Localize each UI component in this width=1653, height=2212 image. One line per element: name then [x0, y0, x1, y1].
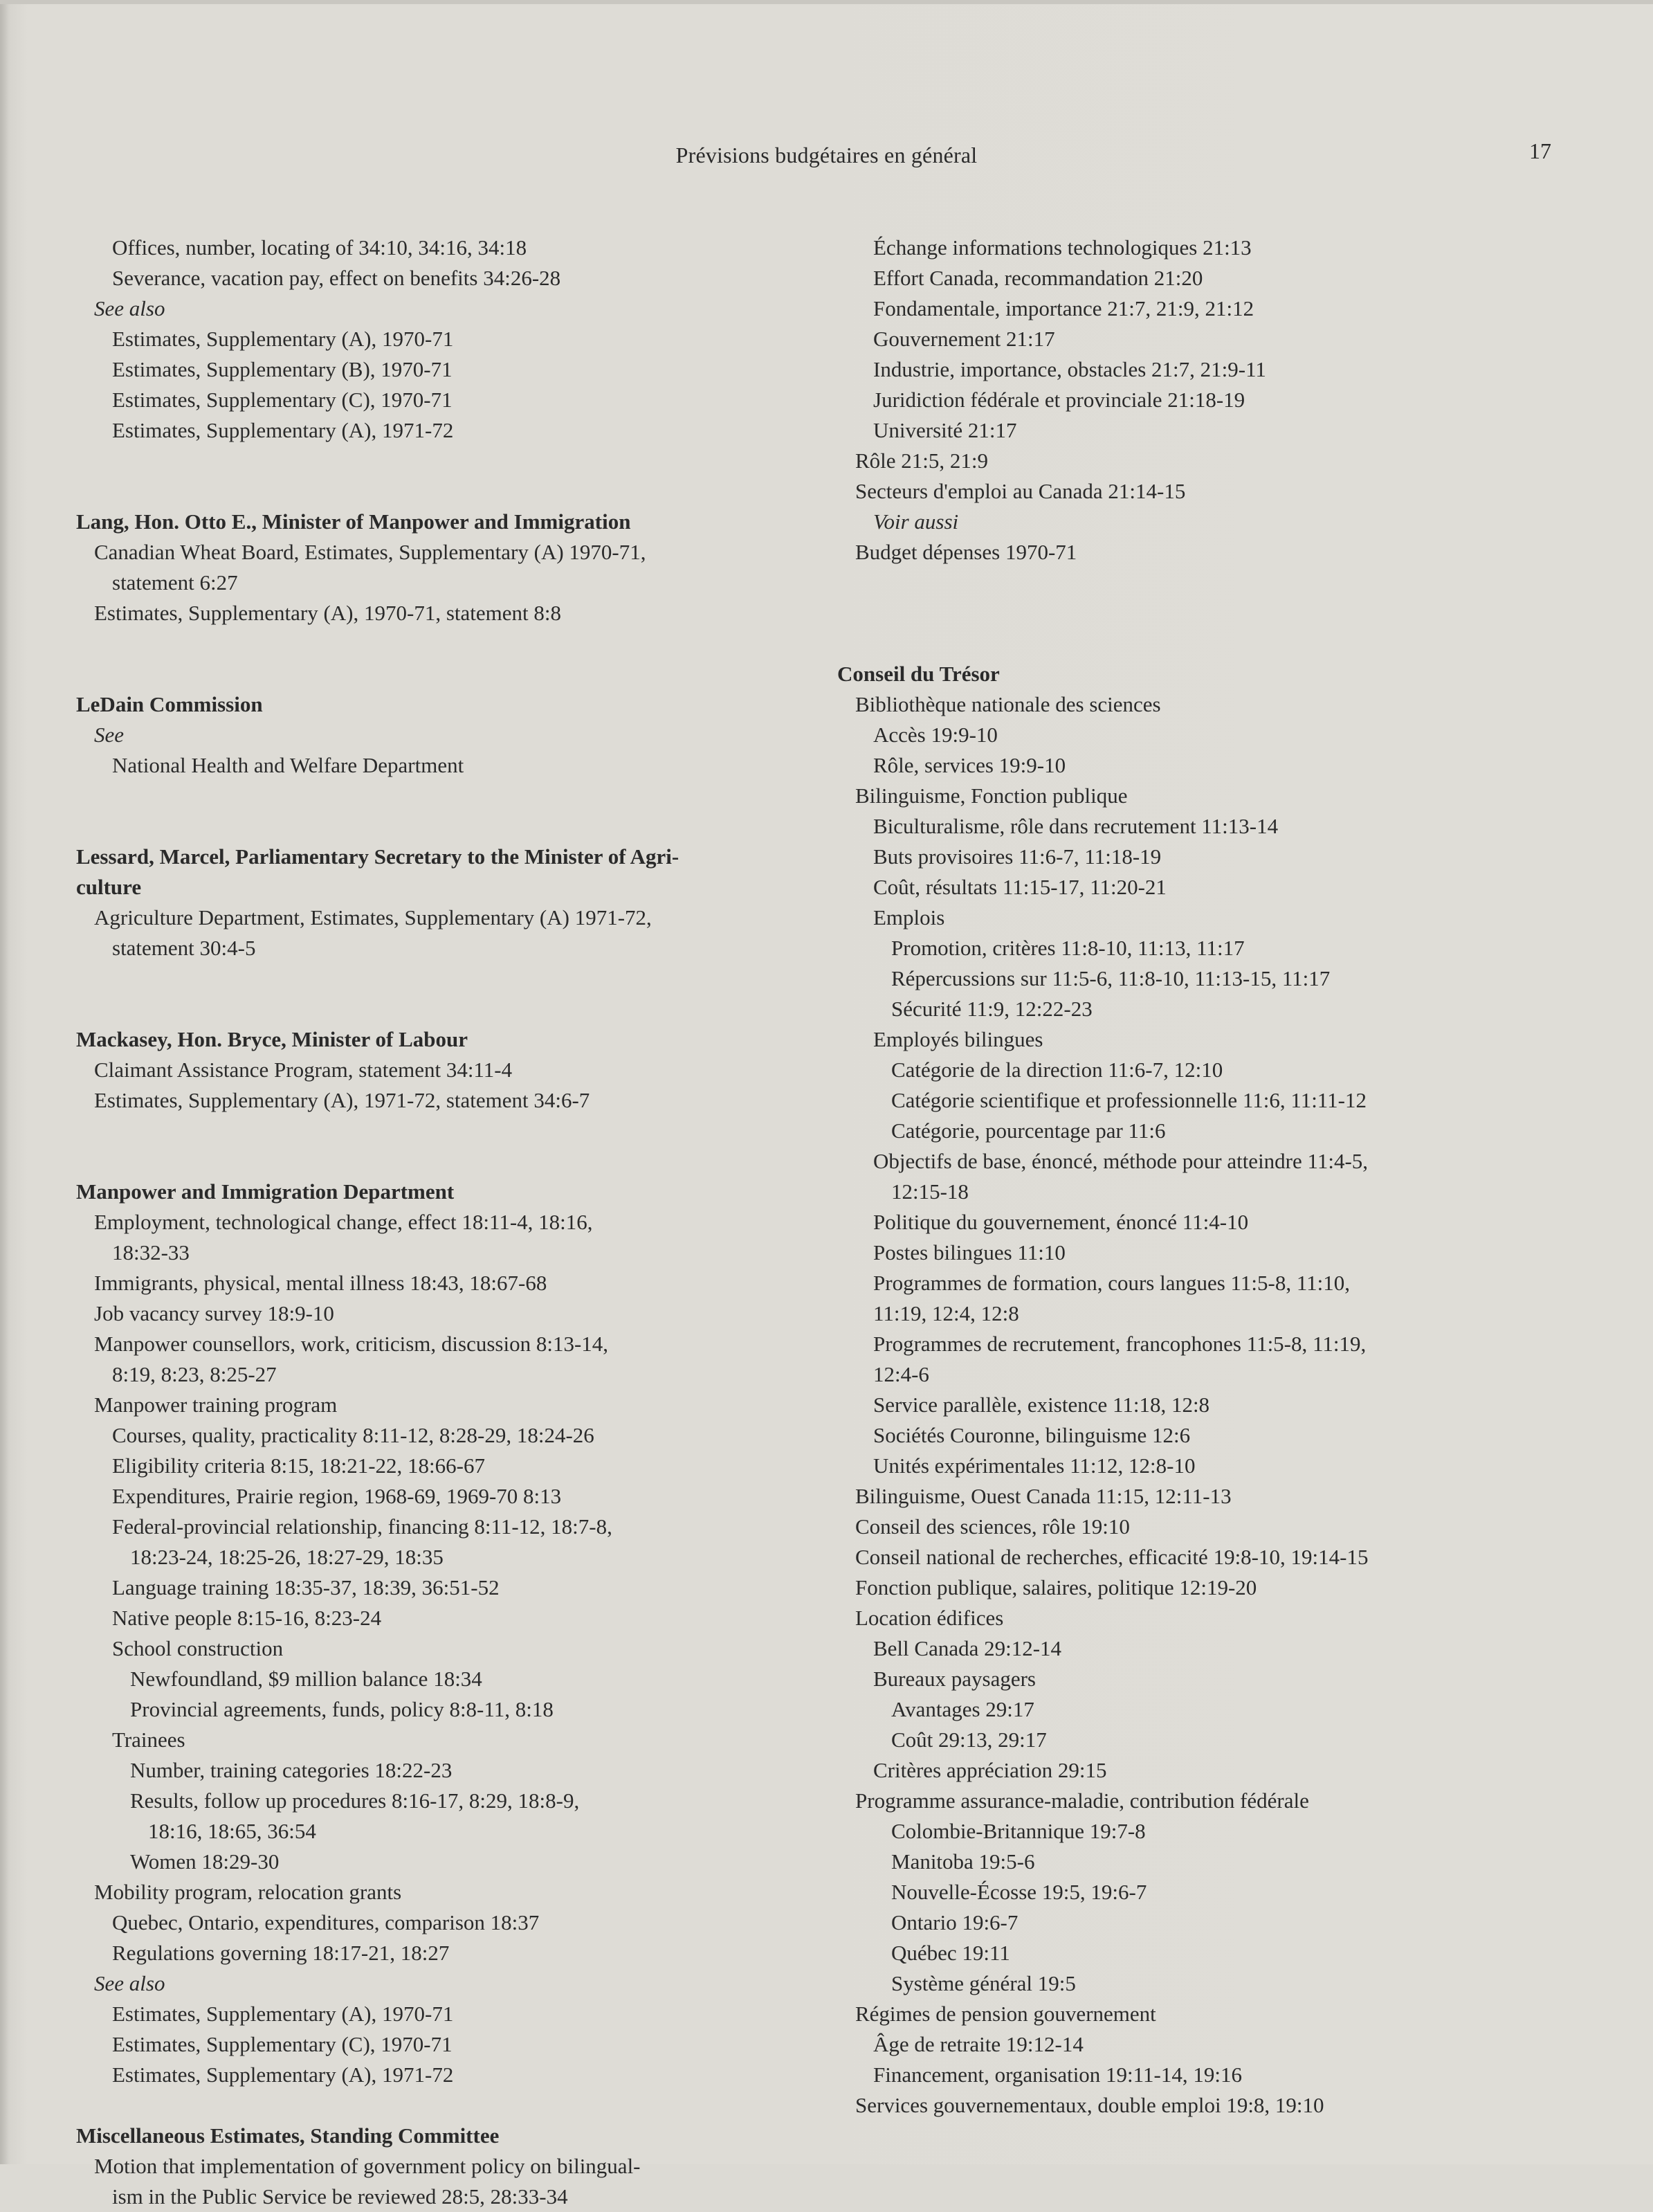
index-entry: Native people 8:15-16, 8:23-24: [112, 1606, 382, 1630]
index-entry: Fondamentale, importance 21:7, 21:9, 21:12: [873, 296, 1254, 320]
index-entry: Estimates, Supplementary (B), 1970-71: [112, 357, 453, 381]
index-entry: National Health and Welfare Department: [112, 753, 464, 777]
index-entry: Offices, number, locating of 34:10, 34:16, 34:18: [112, 235, 527, 260]
index-entry: Avantages 29:17: [891, 1697, 1034, 1721]
index-entry: Université 21:17: [873, 418, 1017, 442]
index-entry: School construction: [112, 1636, 284, 1660]
index-entry: Secteurs d'emploi au Canada 21:14-15: [855, 479, 1186, 503]
index-entry: Language training 18:35-37, 18:39, 36:51-52: [112, 1575, 500, 1599]
index-entry: Manpower counsellors, work, criticism, discussion 8:13-14,: [94, 1332, 609, 1356]
entry-spacer: [76, 628, 810, 689]
index-entry: Régimes de pension gouvernement: [855, 2002, 1156, 2026]
index-entry: Colombie-Britannique 19:7-8: [891, 1819, 1146, 1843]
index-entry: Programmes de formation, cours langues 11:5-8, 11:10,: [873, 1271, 1351, 1295]
index-entry: Claimant Assistance Program, statement 34:11-4: [94, 1058, 513, 1082]
index-entry: Trainees: [112, 1728, 185, 1752]
index-entry: Conseil national de recherches, efficacité 19:8-10, 19:14-15: [855, 1545, 1369, 1569]
index-entry: 11:19, 12:4, 12:8: [873, 1301, 1019, 1325]
index-heading: Lang, Hon. Otto E., Minister of Manpower and Immigration: [76, 509, 631, 534]
index-entry: Postes bilingues 11:10: [873, 1240, 1066, 1264]
index-entry: 18:23-24, 18:25-26, 18:27-29, 18:35: [130, 1545, 444, 1569]
index-entry: Critères appréciation 29:15: [873, 1758, 1107, 1782]
index-entry: Gouvernement 21:17: [873, 327, 1055, 351]
entry-spacer: [76, 963, 810, 1024]
index-entry: Coût, résultats 11:15-17, 11:20-21: [873, 875, 1167, 899]
index-entry: Severance, vacation pay, effect on benefits 34:26-28: [112, 266, 561, 290]
index-entry: Quebec, Ontario, expenditures, comparison 18:37: [112, 1910, 540, 1934]
index-entry: 8:19, 8:23, 8:25-27: [112, 1362, 277, 1386]
index-entry: Estimates, Supplementary (A), 1971-72, statement 34:6-7: [94, 1088, 590, 1112]
index-column-right: [837, 233, 1591, 2121]
entry-spacer: [76, 781, 810, 842]
running-header-title: Prévisions budgétaires en général: [675, 143, 978, 167]
index-entry: Rôle 21:5, 21:9: [855, 448, 989, 473]
index-entry: Coût 29:13, 29:17: [891, 1728, 1047, 1752]
index-entry: Fonction publique, salaires, politique 12:19-20: [855, 1575, 1257, 1599]
index-heading: Miscellaneous Estimates, Standing Committee: [76, 2123, 500, 2148]
index-entry: Nouvelle-Écosse 19:5, 19:6-7: [891, 1880, 1147, 1904]
index-heading: culture: [76, 875, 142, 899]
index-heading: Conseil du Trésor: [837, 662, 1000, 686]
index-entry: Agriculture Department, Estimates, Supplementary (A) 1971-72,: [94, 905, 652, 930]
index-entry: Federal-provincial relationship, financing 8:11-12, 18:7-8,: [112, 1514, 612, 1539]
index-entry: Politique du gouvernement, énoncé 11:4-10: [873, 1210, 1249, 1234]
index-entry: Regulations governing 18:17-21, 18:27: [112, 1941, 450, 1965]
index-heading: Manpower and Immigration Department: [76, 1179, 455, 1204]
index-entry: Objectifs de base, énoncé, méthode pour atteindre 11:4-5,: [873, 1149, 1369, 1173]
index-entry: Women 18:29-30: [130, 1849, 280, 1874]
index-entry: Bilinguisme, Ouest Canada 11:15, 12:11-13: [855, 1484, 1232, 1508]
index-entry: Unités expérimentales 11:12, 12:8-10: [873, 1453, 1196, 1478]
index-entry: Sociétés Couronne, bilinguisme 12:6: [873, 1423, 1191, 1447]
index-entry: 18:32-33: [112, 1240, 190, 1264]
index-entry: Estimates, Supplementary (C), 1970-71: [112, 388, 453, 412]
index-entry: Bell Canada 29:12-14: [873, 1636, 1062, 1660]
index-entry: Promotion, critères 11:8-10, 11:13, 11:17: [891, 936, 1245, 960]
index-entry: Bibliothèque nationale des sciences: [855, 692, 1161, 716]
index-entry: Conseil des sciences, rôle 19:10: [855, 1514, 1130, 1539]
entry-spacer: [837, 568, 1591, 628]
index-entry: ism in the Public Service be reviewed 28:5, 28:33-34: [112, 2184, 568, 2209]
index-heading: Mackasey, Hon. Bryce, Minister of Labour: [76, 1027, 468, 1051]
index-entry: Catégorie de la direction 11:6-7, 12:10: [891, 1058, 1223, 1082]
index-entry: Ontario 19:6-7: [891, 1910, 1019, 1934]
index-entry: Financement, organisation 19:11-14, 19:16: [873, 2063, 1242, 2087]
index-entry: Bureaux paysagers: [873, 1667, 1036, 1691]
index-entry: Eligibility criteria 8:15, 18:21-22, 18:66-67: [112, 1453, 485, 1478]
index-entry: Results, follow up procedures 8:16-17, 8:29, 18:8-9,: [130, 1788, 580, 1813]
index-entry: Canadian Wheat Board, Estimates, Supplementary (A) 1970-71,: [94, 540, 646, 564]
index-entry: Biculturalisme, rôle dans recrutement 11:13-14: [873, 814, 1279, 838]
index-entry: statement 6:27: [112, 570, 238, 595]
index-entry: 12:15-18: [891, 1179, 969, 1204]
index-heading: Lessard, Marcel, Parliamentary Secretary to the Minister of Agri-: [76, 844, 679, 869]
index-entry: Programmes de recrutement, francophones 11:5-8, 11:19,: [873, 1332, 1367, 1356]
index-entry: Newfoundland, $9 million balance 18:34: [130, 1667, 482, 1691]
index-entry: Manitoba 19:5-6: [891, 1849, 1035, 1874]
index-entry: Catégorie scientifique et professionnelle 11:6, 11:11-12: [891, 1088, 1367, 1112]
index-entry: Motion that implementation of government policy on bilingual-: [94, 2154, 641, 2178]
index-entry: statement 30:4-5: [112, 936, 256, 960]
index-entry: 18:16, 18:65, 36:54: [148, 1819, 316, 1843]
index-entry: Immigrants, physical, mental illness 18:43, 18:67-68: [94, 1271, 547, 1295]
index-column-left: [76, 233, 810, 2212]
index-entry: Buts provisoires 11:6-7, 11:18-19: [873, 844, 1162, 869]
index-entry: Bilinguisme, Fonction publique: [855, 783, 1128, 808]
entry-spacer: [837, 628, 1591, 659]
index-entry: Number, training categories 18:22-23: [130, 1758, 453, 1782]
index-heading: LeDain Commission: [76, 692, 263, 716]
index-entry: Job vacancy survey 18:9-10: [94, 1301, 334, 1325]
cross-reference-label: Voir aussi: [873, 509, 959, 534]
cross-reference-label: See also: [94, 296, 165, 320]
index-entry: Estimates, Supplementary (A), 1971-72: [112, 418, 454, 442]
index-entry: Estimates, Supplementary (A), 1971-72: [112, 2063, 454, 2087]
index-entry: Estimates, Supplementary (A), 1970-71: [112, 327, 454, 351]
index-entry: Échange informations technologiques 21:13: [873, 235, 1252, 260]
page-number: 17: [1529, 138, 1551, 163]
index-entry: Employés bilingues: [873, 1027, 1043, 1051]
index-entry: Mobility program, relocation grants: [94, 1880, 402, 1904]
cross-reference-label: See: [94, 723, 125, 747]
index-entry: Employment, technological change, effect 18:11-4, 18:16,: [94, 1210, 593, 1234]
index-entry: Services gouvernementaux, double emploi 19:8, 19:10: [855, 2093, 1324, 2117]
index-entry: Manpower training program: [94, 1393, 338, 1417]
index-entry: Estimates, Supplementary (A), 1970-71, statement 8:8: [94, 601, 561, 625]
entry-spacer: [76, 446, 810, 507]
index-entry: Système général 19:5: [891, 1971, 1076, 1995]
index-entry: Service parallèle, existence 11:18, 12:8: [873, 1393, 1210, 1417]
index-entry: Juridiction fédérale et provinciale 21:18-19: [873, 388, 1245, 412]
index-entry: Sécurité 11:9, 12:22-23: [891, 997, 1093, 1021]
index-entry: Québec 19:11: [891, 1941, 1010, 1965]
index-entry: Budget dépenses 1970-71: [855, 540, 1077, 564]
index-entry: Courses, quality, practicality 8:11-12, 8:28-29, 18:24-26: [112, 1423, 594, 1447]
index-entry: Rôle, services 19:9-10: [873, 753, 1066, 777]
index-entry: Emplois: [873, 905, 945, 930]
index-entry: Estimates, Supplementary (C), 1970-71: [112, 2032, 453, 2056]
index-entry: Estimates, Supplementary (A), 1970-71: [112, 2002, 454, 2026]
index-entry: Accès 19:9-10: [873, 723, 998, 747]
index-entry: 12:4-6: [873, 1362, 929, 1386]
index-entry: Programme assurance-maladie, contribution fédérale: [855, 1788, 1309, 1813]
index-entry: Effort Canada, recommandation 21:20: [873, 266, 1203, 290]
cross-reference-label: See also: [94, 1971, 165, 1995]
index-entry: Industrie, importance, obstacles 21:7, 21:9-11: [873, 357, 1266, 381]
index-entry: Répercussions sur 11:5-6, 11:8-10, 11:13-15, 11:17: [891, 966, 1331, 990]
entry-spacer: [76, 1116, 810, 1177]
index-entry: Âge de retraite 19:12-14: [873, 2032, 1084, 2056]
index-entry: Location édifices: [855, 1606, 1004, 1630]
index-entry: Catégorie, pourcentage par 11:6: [891, 1118, 1166, 1143]
entry-spacer: [76, 2090, 810, 2121]
index-entry: Expenditures, Prairie region, 1968-69, 1969-70 8:13: [112, 1484, 562, 1508]
index-entry: Provincial agreements, funds, policy 8:8-11, 8:18: [130, 1697, 554, 1721]
